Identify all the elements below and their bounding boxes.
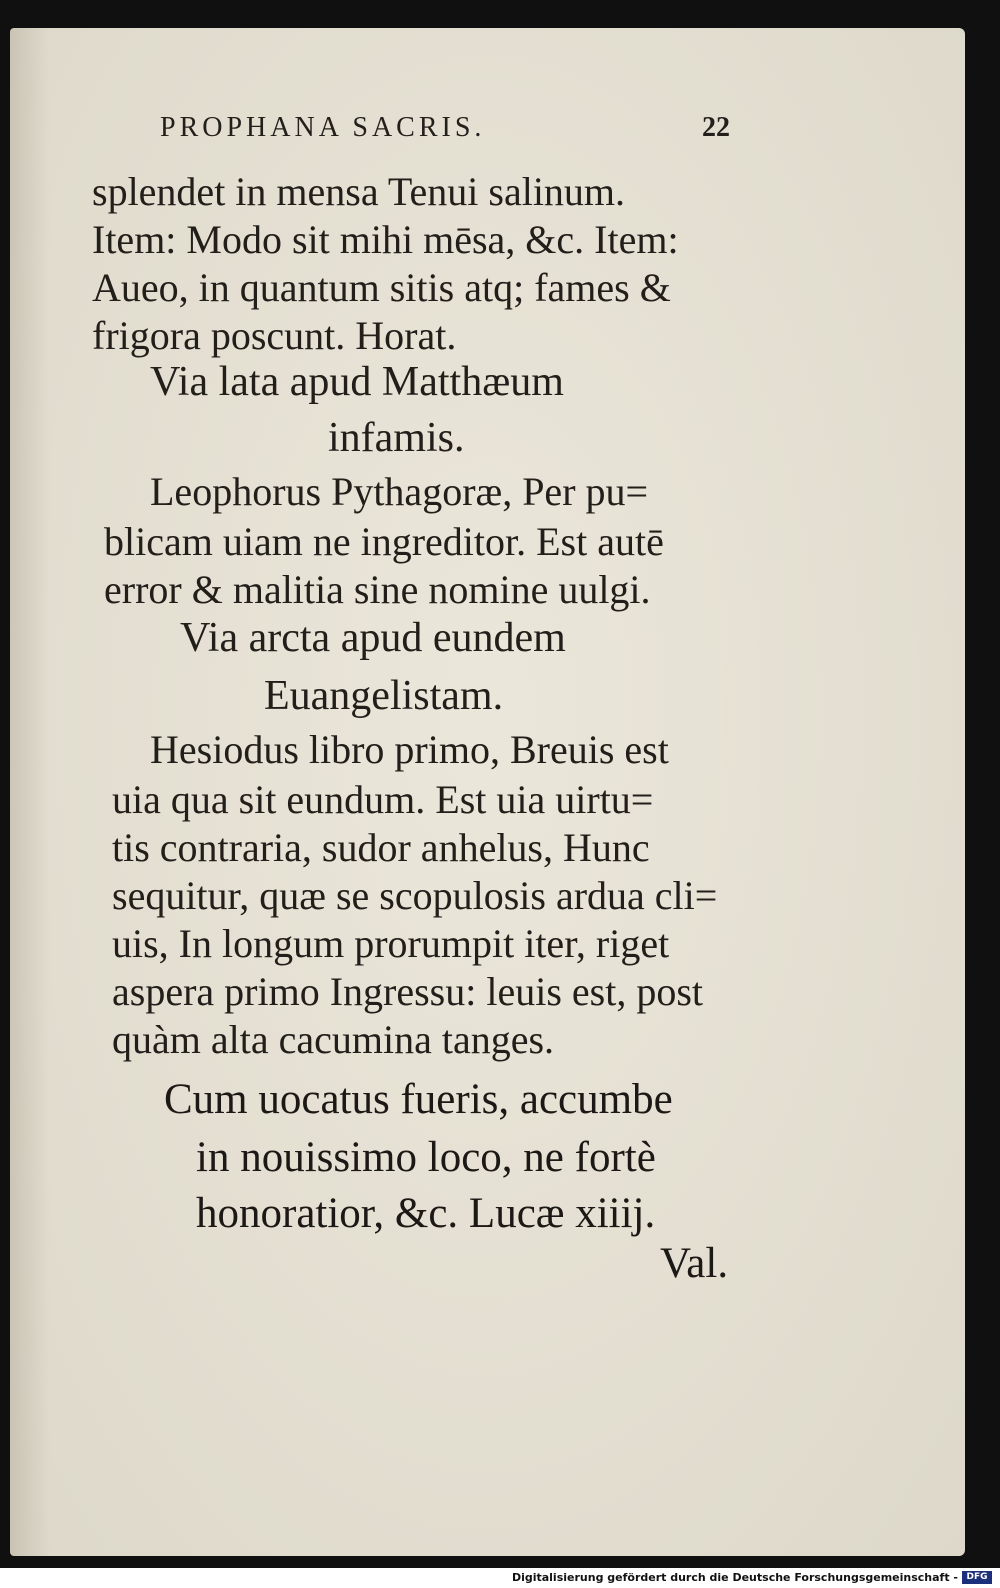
text-line: uia qua sit eundum. Est uia uirtu= xyxy=(112,777,654,822)
page-number: 22 xyxy=(702,112,730,143)
text-line: Aueo, in quantum sitis atq; fames & xyxy=(92,265,671,310)
verse-line: honoratior, &c. Lucæ xiiij. xyxy=(196,1190,656,1237)
page-header xyxy=(160,112,730,152)
section-heading-line: Euangelistam. xyxy=(264,673,504,719)
footer-note: Digitalisierung gefördert durch die Deutsche Forschungsgemeinschaft - xyxy=(511,1571,958,1584)
dfg-logo: DFG xyxy=(962,1571,992,1584)
text-line: Hesiodus libro primo, Breuis est xyxy=(150,727,669,772)
running-head: PROPHANA SACRIS. xyxy=(160,112,486,143)
text-line: aspera primo Ingressu: leuis est, post xyxy=(112,969,703,1014)
section-heading-line: infamis. xyxy=(328,415,465,461)
verse-line: in nouissimo loco, ne fortè xyxy=(196,1134,656,1181)
text-line: error & malitia sine nomine uulgi. xyxy=(104,567,651,612)
text-line: tis contraria, sudor anhelus, Hunc xyxy=(112,825,650,870)
text-line: Leophorus Pythagoræ, Per pu= xyxy=(150,469,649,514)
catchword: Val. xyxy=(660,1240,729,1287)
text-line: quàm alta cacumina tanges. xyxy=(112,1017,555,1062)
text-line: splendet in mensa Tenui salinum. xyxy=(92,169,626,214)
text-line: Item: Modo sit mihi mēsa, &c. Item: xyxy=(92,217,679,262)
text-line: uis, In longum prorumpit iter, riget xyxy=(112,921,670,966)
verse-line: Cum uocatus fueris, accumbe xyxy=(164,1076,673,1123)
section-heading-line: Via lata apud Matthæum xyxy=(150,359,564,405)
text-line: sequitur, quæ se scopulosis ardua cli= xyxy=(112,873,718,918)
text-line: blicam uiam ne ingreditor. Est autē xyxy=(104,519,664,564)
section-heading-line: Via arcta apud eundem xyxy=(180,615,566,661)
text-line: frigora poscunt. Horat. xyxy=(92,313,457,358)
